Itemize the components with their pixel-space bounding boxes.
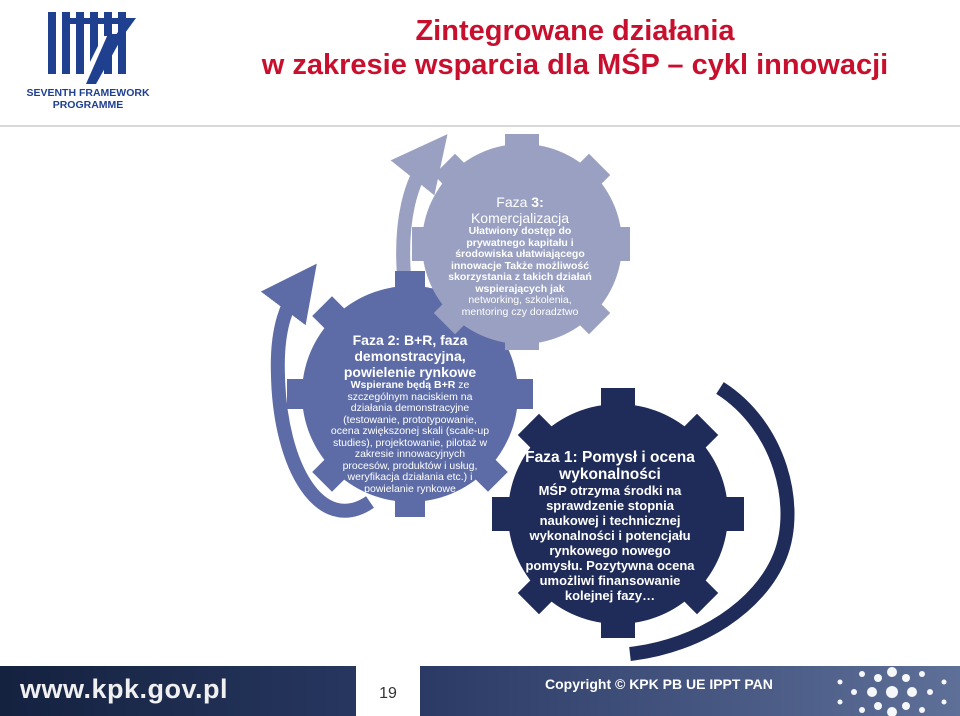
phase3-heading	[445, 194, 595, 210]
phase3-heading-prefix: Faza	[496, 194, 532, 210]
page-title	[200, 14, 950, 82]
logo-text-line1: SEVENTH FRAMEWORK	[26, 87, 150, 99]
footer-url-link[interactable]: www.kpk.gov.pl	[20, 674, 229, 704]
phase2-heading: Faza 2: B+R, faza demonstracyjna, powielenie rynkowe	[343, 332, 477, 380]
copyright-text: Copyright © KPK PB UE IPPT PAN	[545, 676, 773, 692]
fp7-logo	[8, 4, 168, 118]
phase3-heading-number: 3:	[531, 194, 544, 210]
phase2-text	[330, 332, 490, 495]
phase2-body: szczególnym naciskiem na działania demonstracyjne (testowanie, prototypowanie, ocena zwiększonej skali (scale-up studies), projektowanie, pilotaż w zakresie innowacyjnych procesów, produktów i usług, weryfikacja działania etc.) i powielanie rynkowe	[330, 390, 490, 495]
decorative-flower-logo-icon	[822, 666, 960, 716]
title-line-2: w zakresie wsparcia dla MŚP – cykl innowacji	[261, 49, 889, 81]
phase3-body-bold: Ułatwiony dostęp do prywatnego kapitału i środowiska ułatwiającego innowacje Także możliwość skorzystania z takich działań wspierających jak	[448, 225, 592, 295]
phase3-title: Komercjalizacja	[470, 210, 570, 226]
slide-footer	[0, 666, 960, 716]
phase3-body-regular: networking, szkolenia, mentoring czy doradztwo	[461, 294, 579, 318]
phase1-heading: Faza 1: Pomysł i ocena wykonalności	[525, 449, 695, 483]
slide-header	[0, 0, 960, 127]
phase2-lead-regular: ze	[455, 379, 470, 391]
phase1-text	[525, 449, 695, 603]
title-line-1: Zintegrowane działania	[415, 15, 735, 47]
innovation-cycle-diagram	[0, 126, 960, 666]
phase2-lead	[330, 380, 490, 392]
logo-text-line2: PROGRAMME	[52, 99, 124, 111]
phase2-lead-bold: Wspierane będą B+R	[350, 379, 456, 391]
phase3-text	[445, 194, 595, 318]
phase1-body: MŚP otrzyma środki na sprawdzenie stopnia naukowej i technicznej wykonalności i potencjału rynkowego nowego pomysłu. Pozytywna ocena umożliwi finansowanie kolejnej fazy…	[525, 483, 695, 603]
page-number: 19	[356, 666, 420, 716]
